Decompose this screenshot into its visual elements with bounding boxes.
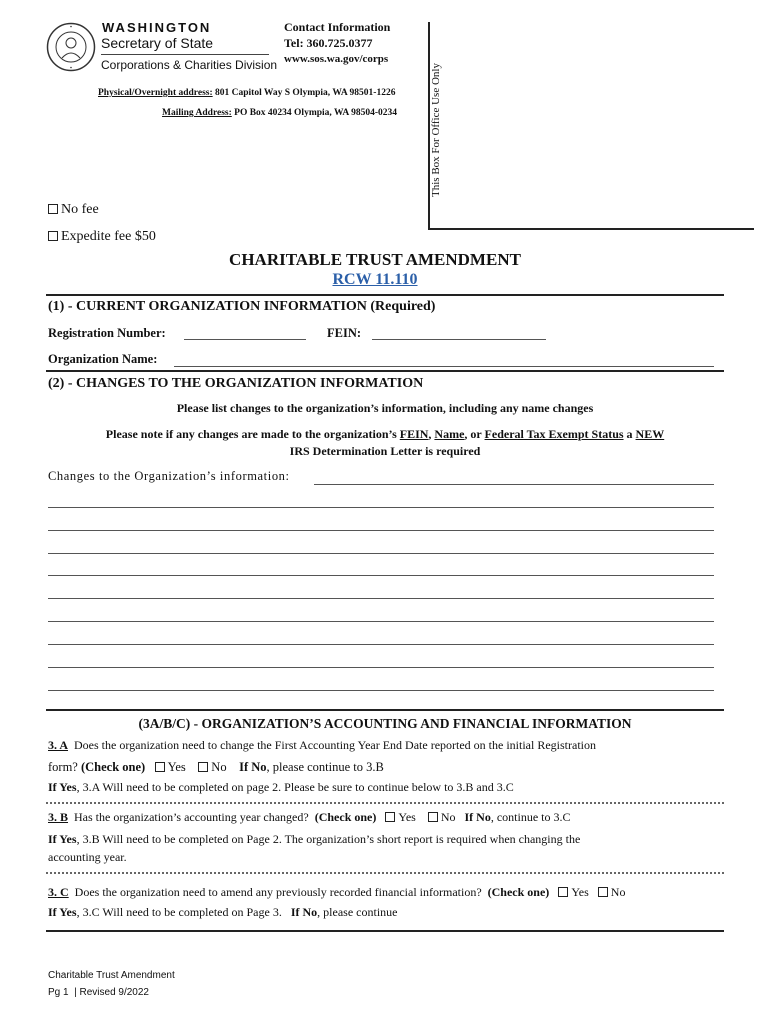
changes-line[interactable] — [48, 690, 714, 691]
section1-heading: (1) - CURRENT ORGANIZATION INFORMATION (Required) — [48, 299, 436, 314]
section2-top-rule — [46, 370, 724, 372]
changes-line[interactable] — [48, 575, 714, 576]
note-line2: IRS Determination Letter is required — [289, 444, 481, 458]
question-3c-tag: 3. C — [48, 885, 69, 899]
org-name-secretary: Secretary of State — [101, 35, 214, 51]
physical-address-label: Physical/Overnight address: — [98, 88, 213, 98]
note-text-a: Please note if any changes are made to the organization’s — [105, 427, 400, 441]
question-3a-if-no: If No — [239, 760, 267, 774]
changes-line[interactable] — [48, 507, 714, 508]
question-3a-if-yes: If Yes — [48, 780, 77, 794]
expedite-fee-option[interactable] — [48, 229, 156, 245]
mailing-address — [162, 108, 397, 118]
fein-field[interactable] — [372, 325, 546, 340]
question-3c-text: Does the organization need to amend any previously recorded financial information? — [74, 885, 482, 899]
question-3a-no-checkbox[interactable] — [198, 762, 208, 772]
contact-tel: Tel: 360.725.0377 — [284, 36, 373, 50]
question-3b-if-no: If No — [464, 810, 491, 824]
question-3b-no-option[interactable] — [428, 810, 456, 824]
changes-label: Changes to the Organization’s information: — [48, 469, 290, 483]
mailing-address-value: PO Box 40234 Olympia, WA 98504-0234 — [234, 108, 398, 118]
question-3b-no-label: No — [440, 810, 456, 824]
divider-3b — [46, 872, 724, 874]
changes-line[interactable] — [48, 530, 714, 531]
question-3c-if-yes-text: , 3.C Will need to be completed on Page 3. — [76, 905, 282, 919]
note-mid: a — [623, 427, 636, 441]
footer-page-revision: Pg 1 | Revised 9/2022 — [48, 987, 149, 998]
question-3b-if-yes-line2: accounting year. — [48, 850, 127, 864]
question-3b-if-yes-line — [48, 832, 580, 847]
registration-number-field[interactable] — [184, 325, 306, 340]
office-use-label: This Box For Office Use Only — [430, 63, 442, 197]
divider-3a — [46, 802, 724, 804]
note-sep1: , — [428, 427, 435, 441]
question-3b-no-checkbox[interactable] — [428, 812, 438, 822]
note-name: Name — [434, 427, 465, 441]
physical-address — [98, 88, 395, 98]
fein-label: FEIN: — [327, 326, 362, 340]
changes-line[interactable] — [48, 621, 714, 622]
question-3c-if-yes: If Yes — [48, 905, 77, 919]
question-3a-yes-label: Yes — [167, 760, 186, 774]
section2-note — [40, 426, 730, 460]
question-3a-check-one: (Check one) — [80, 760, 146, 774]
changes-line[interactable] — [48, 598, 714, 599]
question-3b-if-yes-text: , 3.B Will need to be completed on Page 2. The organization’s short report is required when changing the — [76, 832, 581, 846]
question-3b-text: Has the organization’s accounting year changed? — [74, 810, 309, 824]
question-3a — [48, 738, 596, 753]
section3-heading: (3A/B/C) - ORGANIZATION’S ACCOUNTING AND FINANCIAL INFORMATION — [138, 716, 632, 731]
question-3a-form: form? — [48, 760, 78, 774]
question-3b-yes-checkbox[interactable] — [385, 812, 395, 822]
section2-instruction: Please list changes to the organization’s information, including any name changes — [176, 401, 594, 415]
question-3c-check-one: (Check one) — [487, 885, 550, 899]
question-3c-if-no-text: , please continue — [317, 905, 398, 919]
org-division: Corporations & Charities Division — [101, 58, 278, 72]
question-3c-no-option[interactable] — [598, 885, 626, 899]
no-fee-checkbox[interactable] — [48, 204, 58, 214]
no-fee-option[interactable] — [48, 202, 99, 218]
question-3c-yes-checkbox[interactable] — [558, 887, 568, 897]
question-3c — [48, 885, 625, 900]
question-3c-yes-label: Yes — [571, 885, 589, 899]
question-3c-no-checkbox[interactable] — [598, 887, 608, 897]
question-3b — [48, 810, 571, 825]
organization-name-label: Organization Name: — [48, 352, 158, 366]
question-3a-if-no-text: , please continue to 3.B — [266, 760, 384, 774]
question-3c-no-label: No — [610, 885, 626, 899]
question-3c-yes-option[interactable] — [558, 885, 588, 899]
question-3a-no-option[interactable] — [198, 760, 226, 774]
question-3a-if-yes-line — [48, 780, 514, 795]
question-3c-if-no: If No — [290, 905, 318, 919]
state-seal — [46, 22, 96, 72]
question-3a-tag: 3. A — [48, 738, 69, 752]
question-3b-yes-label: Yes — [398, 810, 416, 824]
question-3b-tag: 3. B — [48, 810, 69, 824]
question-3a-text: Does the organization need to change the First Accounting Year End Date reported on the initial Registration — [74, 738, 596, 752]
question-3a-no-label: No — [211, 760, 227, 774]
question-3b-check-one: (Check one) — [314, 810, 377, 824]
note-sep2: , or — [464, 427, 485, 441]
contact-web: www.sos.wa.gov/corps — [284, 53, 389, 65]
question-3a-yes-option[interactable] — [155, 760, 186, 774]
question-3b-if-no-text: , continue to 3.C — [490, 810, 571, 824]
note-federal-status: Federal Tax Exempt Status — [484, 427, 624, 441]
changes-line[interactable] — [48, 667, 714, 668]
changes-field-inline[interactable] — [314, 470, 714, 485]
mailing-address-label: Mailing Address: — [162, 108, 232, 118]
contact-title: Contact Information — [284, 20, 391, 34]
organization-name-field[interactable] — [174, 351, 714, 367]
footer-form-name: Charitable Trust Amendment — [48, 970, 175, 981]
note-fein: FEIN — [399, 427, 429, 441]
no-fee-label: No fee — [61, 202, 99, 217]
question-3a-options — [48, 760, 384, 775]
section1-top-rule — [46, 294, 724, 296]
note-new: NEW — [635, 427, 665, 441]
org-name-washington: WASHINGTON — [102, 20, 212, 35]
rcw-link[interactable]: RCW 11.110 — [332, 271, 418, 288]
section3-top-rule — [46, 709, 724, 711]
question-3a-yes-checkbox[interactable] — [155, 762, 165, 772]
question-3b-if-yes: If Yes — [48, 832, 77, 846]
expedite-fee-label: Expedite fee $50 — [61, 229, 156, 244]
changes-line[interactable] — [48, 553, 714, 554]
expedite-fee-checkbox[interactable] — [48, 231, 58, 241]
physical-address-value: 801 Capitol Way S Olympia, WA 98501-1226 — [215, 88, 396, 98]
section2-heading: (2) - CHANGES TO THE ORGANIZATION INFORMATION — [48, 376, 424, 391]
section3-bottom-rule — [46, 930, 724, 932]
question-3a-if-yes-text: , 3.A Will need to be completed on page 2. Please be sure to continue below to 3.B and 3.C — [76, 780, 514, 794]
question-3c-if-yes-line — [48, 905, 397, 920]
office-use-box — [428, 22, 754, 230]
question-3b-yes-option[interactable] — [385, 810, 415, 824]
header-divider — [101, 54, 269, 55]
form-title: CHARITABLE TRUST AMENDMENT — [229, 250, 521, 269]
registration-number-label: Registration Number: — [48, 326, 166, 340]
changes-line[interactable] — [48, 644, 714, 645]
